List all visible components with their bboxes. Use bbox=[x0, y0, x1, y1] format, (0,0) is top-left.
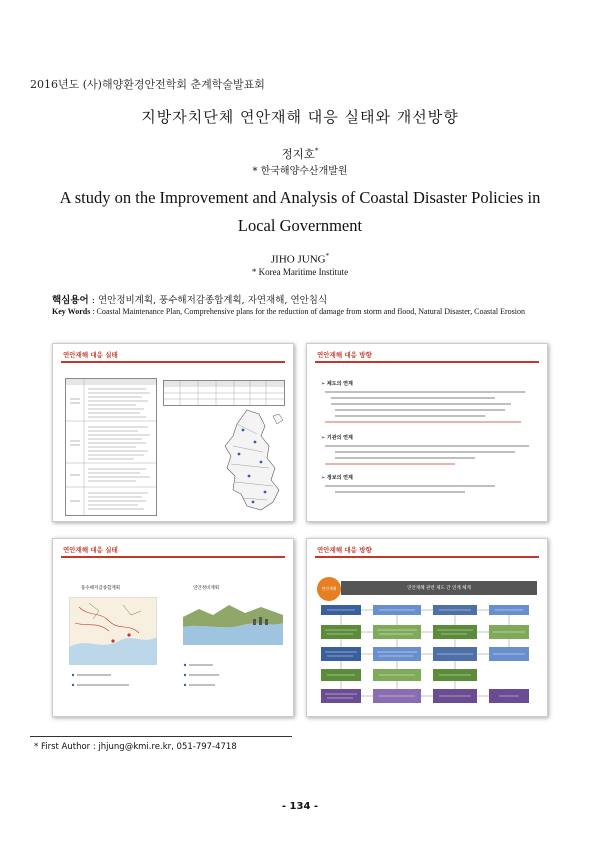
section-institution-link: ➢ 제도의 연계 bbox=[321, 381, 353, 387]
keywords-english bbox=[52, 307, 525, 316]
keywords-korean-text: : 연안정비계획, 풍수해저감종합계획, 자연재해, 연안침식 bbox=[88, 295, 328, 306]
coastal-plan-illustration bbox=[183, 597, 283, 645]
slide-title: 연안재해 대응 실태 bbox=[63, 546, 118, 554]
footnote-divider bbox=[30, 736, 292, 737]
keywords-korean-label: 핵심용어 bbox=[52, 295, 89, 306]
author-korean bbox=[0, 146, 600, 162]
stats-table-graphic bbox=[164, 381, 284, 405]
keywords-english-label: Key Words bbox=[52, 307, 91, 316]
keywords-korean bbox=[52, 292, 327, 306]
author-english-name: JIHO JUNG bbox=[270, 253, 326, 266]
keywords-english-text: : Coastal Maintenance Plan, Comprehensive plans for the reduction of damage from storm and flood, Natural Disaster, Coastal Erosion bbox=[90, 307, 525, 316]
title-english bbox=[40, 184, 560, 240]
author-english bbox=[0, 252, 600, 266]
title-english-line2: Local Government bbox=[237, 216, 363, 235]
slide-title-bar bbox=[315, 556, 539, 558]
slide-coastal-disaster-status-table bbox=[52, 343, 294, 522]
slide-title-bar bbox=[61, 361, 285, 363]
slide-plan-comparison bbox=[52, 538, 294, 717]
diagram-tag: 연안재해 bbox=[317, 577, 341, 601]
author-mark: * bbox=[314, 147, 319, 156]
section-information-link: ➢ 정보의 연계 bbox=[321, 475, 353, 481]
linkage-flow-diagram bbox=[317, 601, 539, 709]
slide-linkage-diagram bbox=[306, 538, 548, 717]
slide-table bbox=[65, 378, 157, 516]
slide-title-bar bbox=[61, 556, 285, 558]
slide-response-direction-text bbox=[306, 343, 548, 522]
section-text-graphic bbox=[325, 484, 535, 504]
storm-plan-bullets bbox=[71, 671, 161, 701]
slide-title: 연안재해 대응 방향 bbox=[317, 546, 372, 554]
conference-header: 2016년도 (사)해양환경안전학회 춘계학술발표회 bbox=[30, 78, 265, 91]
coastal-region-map bbox=[213, 406, 291, 516]
affiliation-korean: * 한국해양수산개발원 bbox=[252, 166, 348, 177]
coastal-plan-bullets bbox=[183, 661, 273, 701]
slide-stats-table bbox=[163, 380, 285, 406]
slide-title: 연안재해 대응 실태 bbox=[63, 351, 118, 359]
section-text-graphic bbox=[325, 390, 535, 426]
diagram-banner: 연안재해 관련 제도 간 연계 체계 bbox=[341, 581, 537, 595]
author-english-mark: * bbox=[325, 252, 330, 260]
title-english-line1: A study on the Improvement and Analysis of Coastal Disaster Policies in bbox=[59, 188, 541, 207]
storm-plan-map bbox=[69, 597, 157, 665]
caption-storm-plan: 풍수해저감종합계획 bbox=[81, 586, 121, 591]
footnote: * First Author : jhjung@kmi.re.kr, 051-797-4718 bbox=[34, 742, 237, 752]
slide-title-bar bbox=[315, 361, 539, 363]
title-korean: 지방자치단체 연안재해 대응 실태와 개선방향 bbox=[141, 108, 459, 126]
caption-coastal-plan: 연안정비계획 bbox=[193, 586, 220, 591]
table-grid-graphic bbox=[66, 379, 156, 515]
page-number: - 134 - bbox=[281, 801, 319, 812]
slide-title: 연안재해 대응 방향 bbox=[317, 351, 372, 359]
section-agency-link: ➢ 기관의 연계 bbox=[321, 435, 353, 441]
affiliation-english: * Korea Maritime Institute bbox=[251, 267, 349, 277]
author-korean-name: 정지호 bbox=[281, 147, 315, 161]
section-text-graphic bbox=[325, 444, 535, 468]
